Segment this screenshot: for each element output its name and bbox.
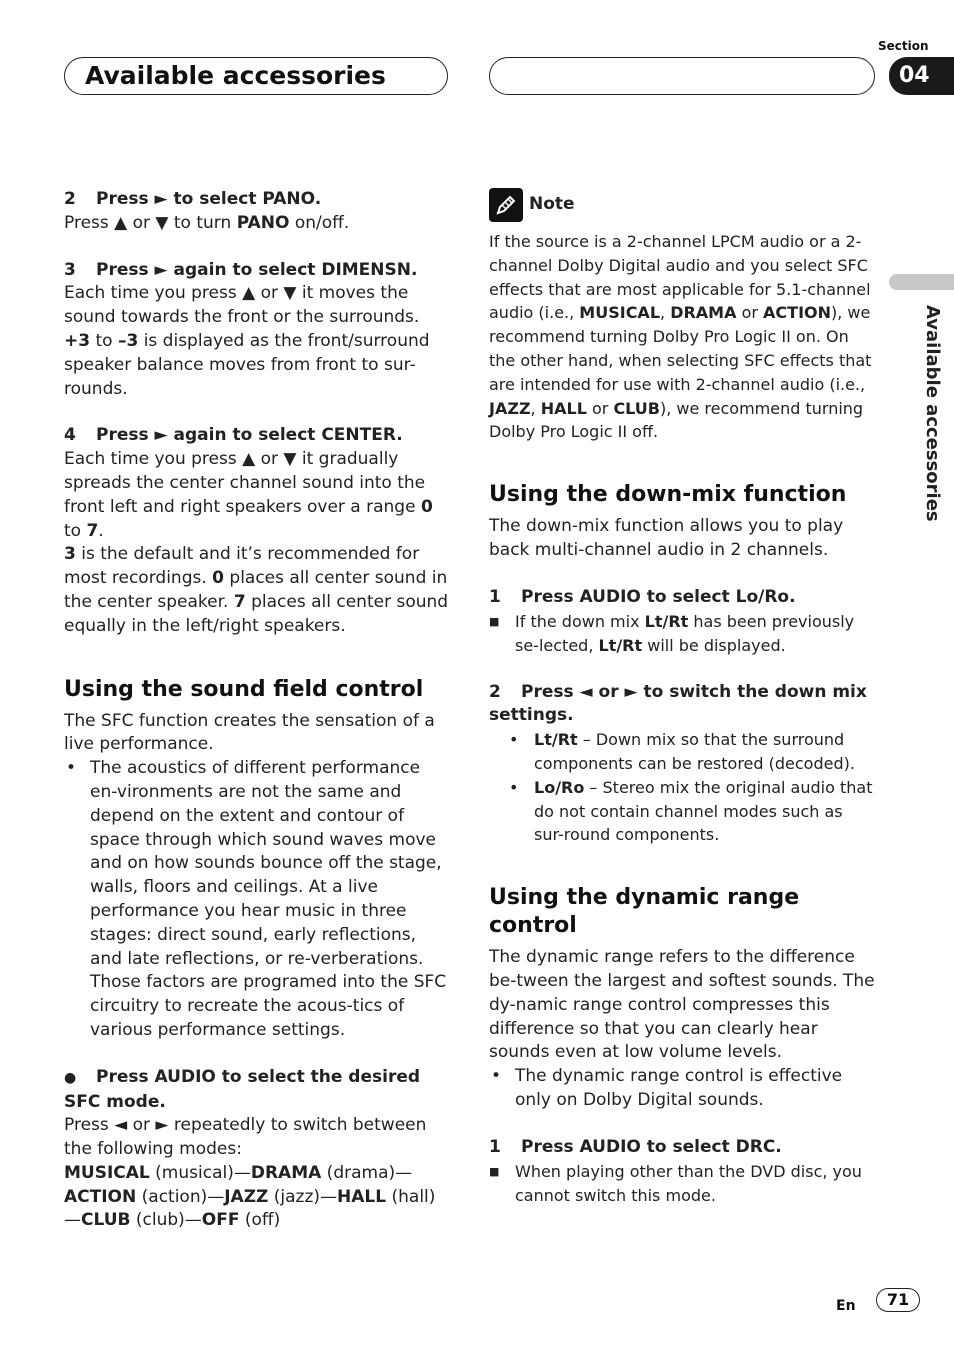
step-2-title: 2 Press ► to select PANO. <box>64 189 322 209</box>
right-column <box>489 188 875 1208</box>
sfc-step-title: ● Press AUDIO to select the desired SFC mode. <box>64 1066 421 1112</box>
step-4-default-text: 3 is the default and it’s recommended for most recordings. 0 places all center sound in the center speaker. 7 places all center sound equally in the left/right speakers. <box>64 544 449 636</box>
downmix-step-1-note: ■ If the down mix Lt/Rt has been previously se-lected, Lt/Rt will be displayed. <box>489 610 875 658</box>
drc-step-1-title: 1 Press AUDIO to select DRC. <box>489 1136 782 1157</box>
header-blank-frame <box>489 57 875 95</box>
page-title: Available accessories <box>85 61 386 90</box>
sfc-bullet-list <box>64 757 450 1043</box>
sfc-bullet: • The acoustics of different performance en-vironments are not the same and depend on the extent and contour of space through which sound waves move and on how sounds bounce off the stage, walls, floors and ceilings. At a live performance you hear music in three stages: direct sound, early reflections, and late reflections, or re-verberations. Those factors are programed into the SFC circuitry to recreate the acous-tics of various performance settings. <box>64 757 450 1043</box>
left-column <box>64 188 450 1233</box>
square-bullet-icon: ■ <box>489 1164 500 1178</box>
sfc-heading: Using the sound field control <box>64 676 424 702</box>
section-number-badge: 04 <box>889 57 954 95</box>
downmix-option-loro: • Lo/Ro – Stereo mix the original audio that do not contain channel modes such as sur-round components. <box>489 776 875 847</box>
drc-step-1-note: ■ When playing other than the DVD disc, you cannot switch this mode. <box>489 1160 875 1208</box>
step-3-range-text: +3 to –3 is displayed as the front/surround speaker balance moves from front to sur-rounds. <box>64 330 430 399</box>
drc-bullet: • The dynamic range control is effective only on Dolby Digital sounds. <box>489 1065 875 1113</box>
step-2-text: Press ▲ or ▼ to turn PANO on/off. <box>64 212 350 233</box>
step-4-text: Each time you press ▲ or ▼ it gradually spreads the center channel sound into the front left and right speakers over a range 0 to 7. <box>64 449 433 541</box>
note-header <box>489 188 875 222</box>
note-label: Note <box>529 194 575 215</box>
page-number: 71 <box>876 1288 920 1312</box>
downmix-options <box>489 728 875 847</box>
note-pencil-icon <box>489 188 523 222</box>
square-bullet-icon: ■ <box>489 614 500 628</box>
drc-intro: The dynamic range refers to the difference be-tween the largest and softest sounds. The dy-namic range control compresses this difference so that you can clearly hear sounds even at low volume levels. <box>489 947 875 1063</box>
header-title-frame <box>64 57 448 95</box>
drc-bullet-list <box>489 1065 875 1113</box>
step-3-title: 3 Press ► again to select DIMENSN. <box>64 259 418 280</box>
downmix-step-1-title: 1 Press AUDIO to select Lo/Ro. <box>489 586 796 607</box>
sfc-mode-list: MUSICAL (musical)—DRAMA (drama)—ACTION (action)—JAZZ (jazz)—HALL (hall)—CLUB (club)—OFF (off) <box>64 1162 436 1231</box>
bullet-dot-icon: ● <box>64 1069 77 1086</box>
step-4-title: 4 Press ► again to select CENTER. <box>64 425 403 446</box>
sfc-intro: The SFC function creates the sensation of a live performance. <box>64 710 435 755</box>
downmix-intro: The down-mix function allows you to play back multi-channel audio in 2 channels. <box>489 516 844 560</box>
side-tab-marker <box>889 274 954 290</box>
note-text: If the source is a 2-channel LPCM audio or a 2-channel Dolby Digital audio and you select SFC effects that are most applicable for 5.1-channel audio (i.e., MUSICAL, DRAMA or ACTION), we recommend turning Dolby Pro Logic II on. On the other hand, when selecting SFC effects that are intended for use with 2-channel audio (i.e., JAZZ, HALL or CLUB), we recommend turning Dolby Pro Logic II off. <box>489 232 872 442</box>
downmix-heading: Using the down-mix function <box>489 482 847 508</box>
drc-heading: Using the dynamic range control <box>489 885 800 939</box>
side-tab-label: Available accessories <box>922 305 943 522</box>
section-label: Section <box>878 39 929 53</box>
sfc-step-text: Press ◄ or ► repeatedly to switch between the following modes: <box>64 1115 427 1160</box>
downmix-step-2-title: 2 Press ◄ or ► to switch the down mix settings. <box>489 681 867 726</box>
footer-language: En <box>836 1298 856 1314</box>
downmix-option-ltrt: • Lt/Rt – Down mix so that the surround components can be restored (decoded). <box>489 728 875 776</box>
step-3-text: Each time you press ▲ or ▼ it moves the sound towards the front or the surrounds. <box>64 283 420 328</box>
